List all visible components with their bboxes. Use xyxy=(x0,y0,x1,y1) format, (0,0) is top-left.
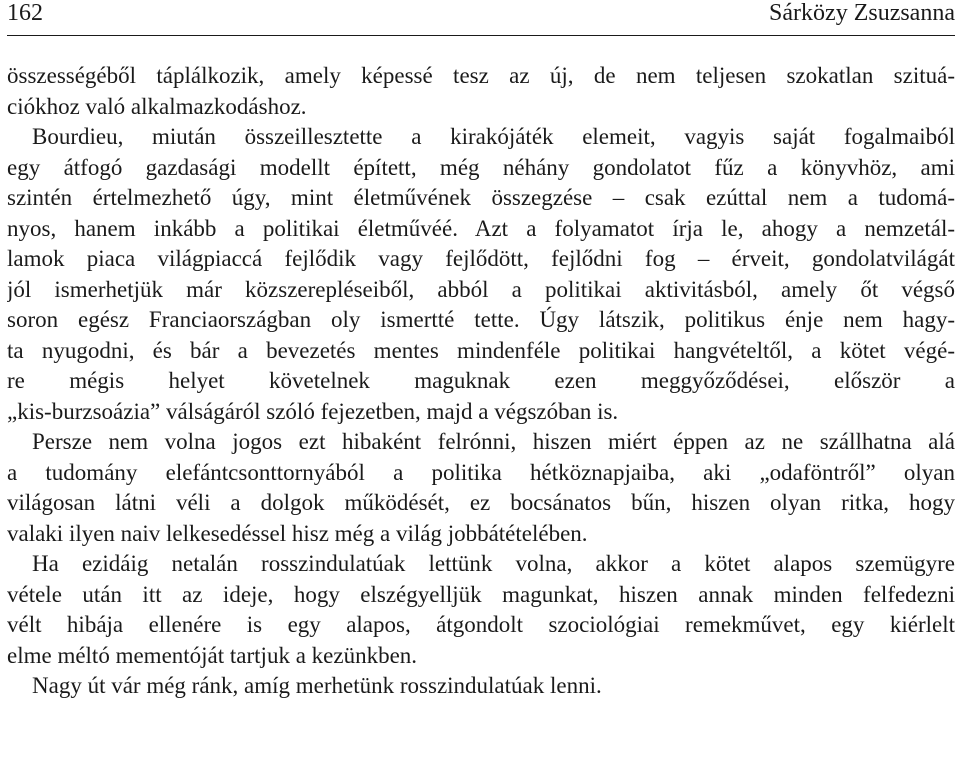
book-page xyxy=(7,0,955,702)
paragraph xyxy=(7,122,955,427)
text-line: lamok piaca világpiaccá fejlődik vagy fejlődött, fejlődni fog – érveit, gondolatvilágát xyxy=(7,246,955,271)
text-line: ta nyugodni, és bár a bevezetés mentes mindenféle politikai hangvételtől, a kötet végé- xyxy=(7,337,955,363)
page-number: 162 xyxy=(7,0,43,26)
text-line: szintén értelmezhető úgy, mint életművének összegzése – csak ezúttal nem a tudomá- xyxy=(7,185,955,210)
text-line: Nagy út vár még ránk, amíg merhetünk rosszindulatúak lenni. xyxy=(32,673,602,698)
text-line: nyos, hanem inkább a politikai életművéé. Azt a folyamatot írja le, ahogy a nemzetál- xyxy=(7,215,955,241)
text-line: soron egész Franciaországban oly ismertté tette. Úgy látszik, politikus énje nem hagy- xyxy=(7,307,955,332)
author-name: Sárközy Zsuzsanna xyxy=(769,0,955,26)
text-line: „kis-burzsoázia” válságáról szóló fejezetben, majd a végszóban is. xyxy=(7,398,619,424)
text-line: ciókhoz való alkalmazkodáshoz. xyxy=(7,93,307,119)
text-line: Persze nem volna jogos ezt hibaként felrónni, hiszen miért éppen az ne szállhatna alá xyxy=(32,429,955,454)
text-line: re mégis helyet követelnek maguknak ezen meggyőződései, először a xyxy=(7,368,955,393)
text-line: vélt hibája ellenére is egy alapos, átgondolt szociológiai remekművet, egy kiérlelt xyxy=(7,612,955,637)
text-line: egy átfogó gazdasági modellt épített, még néhány gondolatot fűz a könyvhöz, ami xyxy=(7,154,955,180)
paragraph xyxy=(7,549,955,671)
paragraph xyxy=(7,427,955,549)
text-line: Bourdieu, miután összeillesztette a kirakójáték elemeit, vagyis saját fogalmaiból xyxy=(32,124,955,149)
text-line: összességéből táplálkozik, amely képessé tesz az új, de nem teljesen szokatlan szituá- xyxy=(7,63,955,88)
paragraph xyxy=(7,61,955,122)
header-rule xyxy=(7,35,955,36)
body-text xyxy=(7,61,955,702)
text-line: a tudomány elefántcsonttornyából a politika hétköznapjaiba, aki „odaföntről” olyan xyxy=(7,459,955,485)
text-line: világosan látni véli a dolgok működését, ez bocsánatos bűn, hiszen olyan ritka, hogy xyxy=(7,490,955,515)
paragraph xyxy=(7,671,955,702)
text-line: vétele után itt az ideje, hogy elszégyelljük magunkat, hiszen annak minden felfedezni xyxy=(7,581,955,607)
text-line: Ha ezidáig netalán rosszindulatúak lettünk volna, akkor a kötet alapos szemügyre xyxy=(32,551,955,576)
text-line: jól ismerhetjük már közszerepléseiből, abból a politikai aktivitásból, amely őt végső xyxy=(7,276,955,302)
text-line: elme méltó mementóját tartjuk a kezünkben. xyxy=(7,642,418,668)
running-header xyxy=(7,0,955,27)
text-line: valaki ilyen naiv lelkesedéssel hisz még a világ jobbátételében. xyxy=(7,520,588,546)
